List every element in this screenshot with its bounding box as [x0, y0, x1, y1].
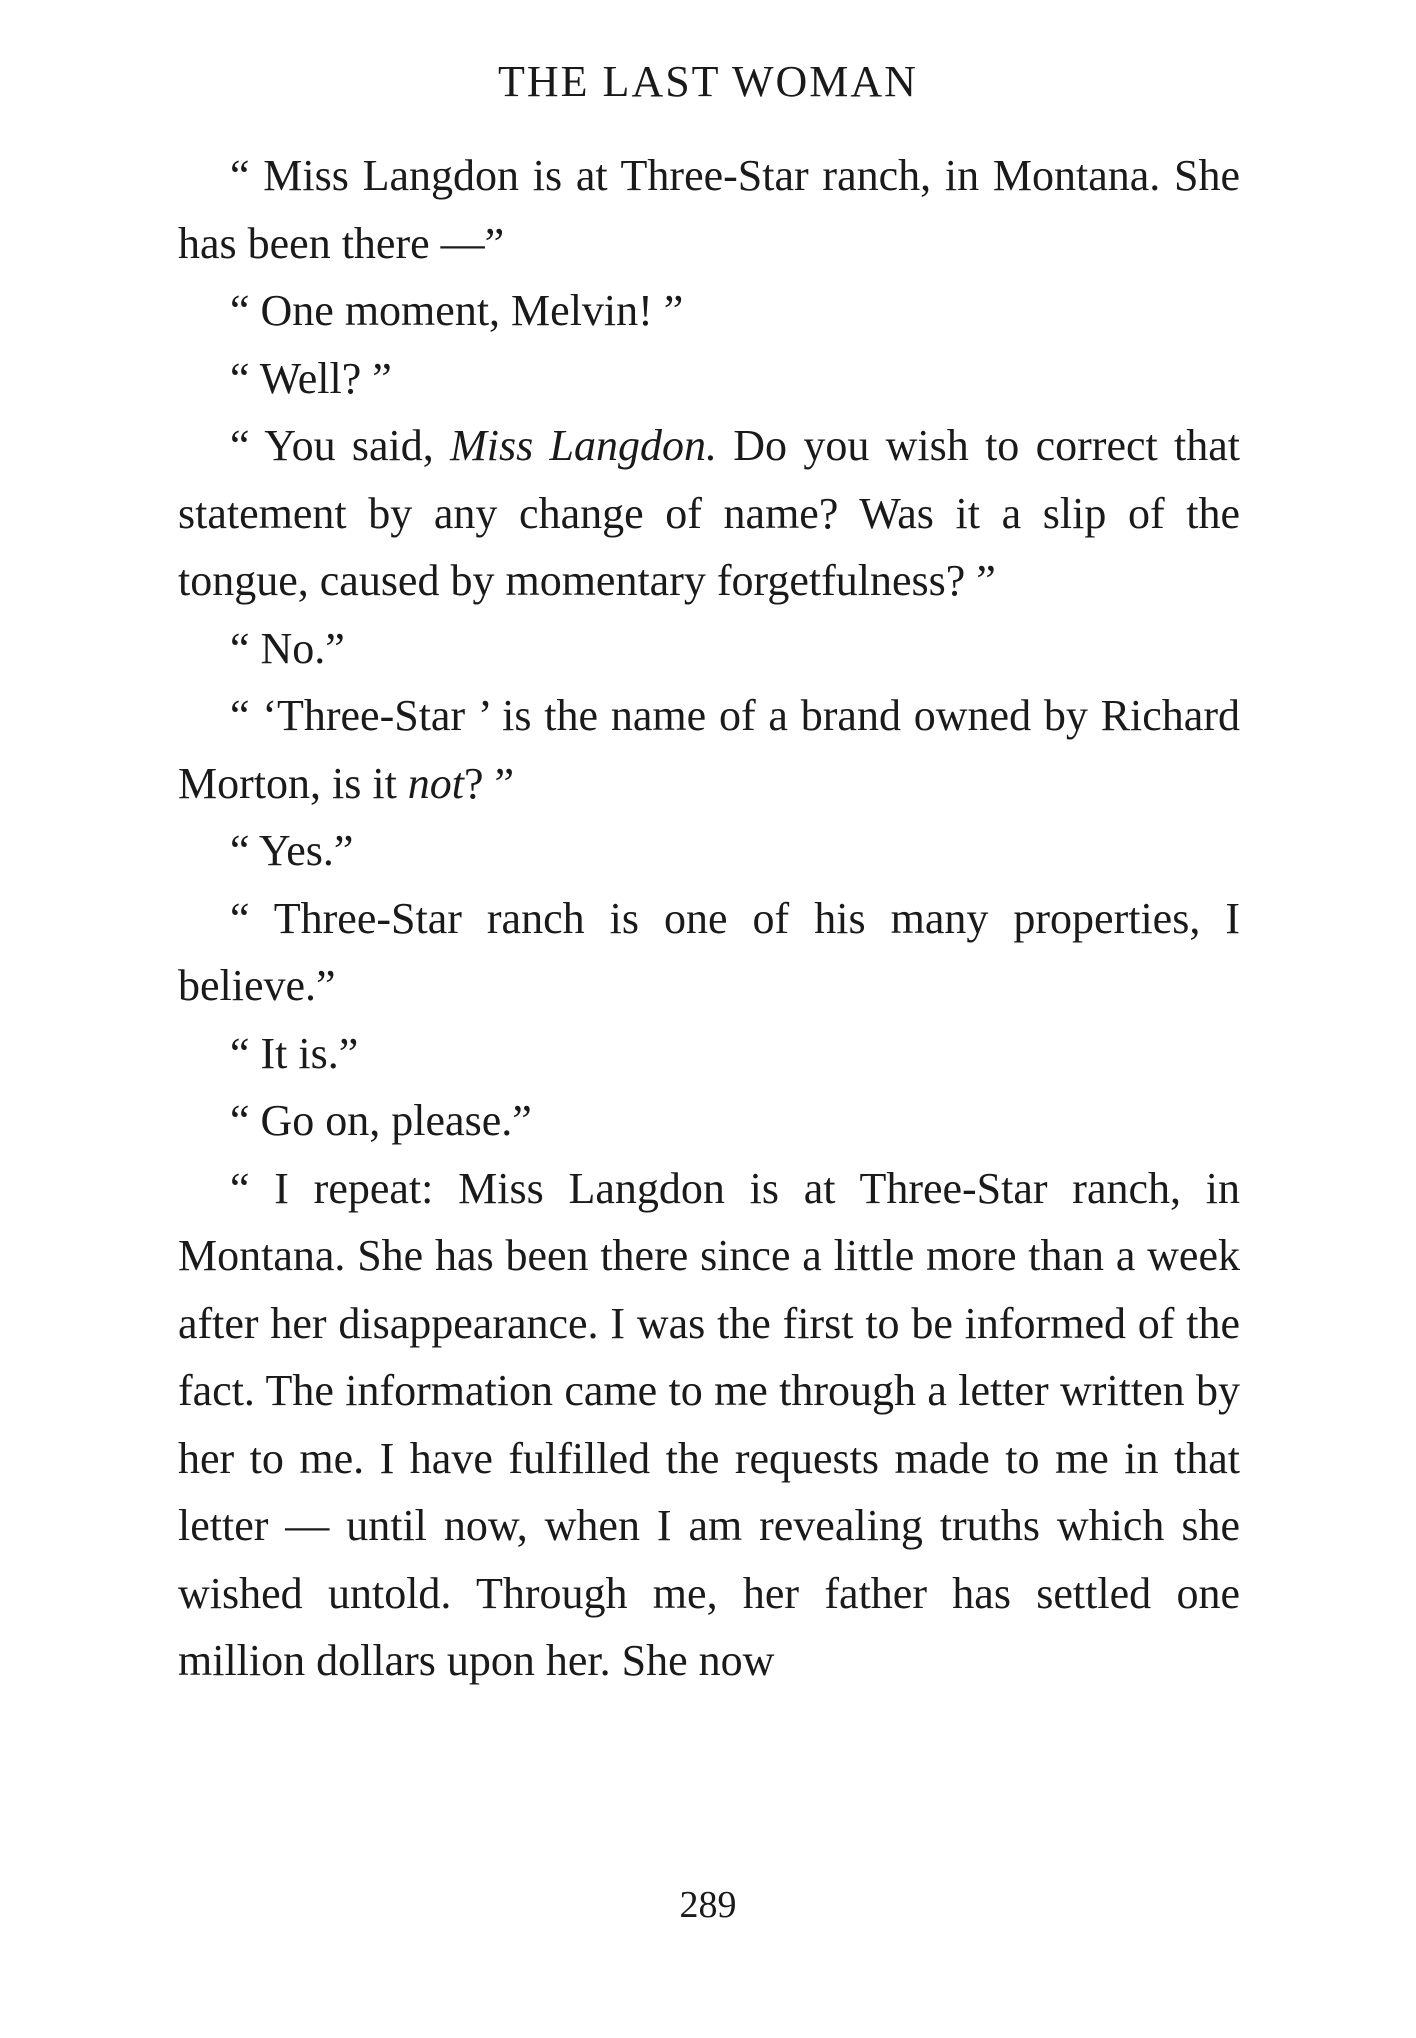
- paragraph: [178, 682, 1240, 817]
- body-text: [178, 142, 1240, 1695]
- running-title: THE LAST WOMAN: [498, 57, 918, 106]
- paragraph: “ Yes.”: [230, 826, 354, 875]
- paragraph: “ Well? ”: [230, 353, 392, 403]
- paragraph-text: Do you wish to correct that statement by any change of name? Was it a slip of the tongue, caused by momentary forgetfulness? ”: [178, 421, 1241, 605]
- paragraph: “ Three-Star ranch is one of his many properties, I believe.”: [178, 893, 1240, 1010]
- paragraph: “ No.”: [230, 623, 345, 673]
- paragraph-text: “ You said,: [230, 421, 451, 470]
- page-number: 289: [679, 1884, 737, 1926]
- paragraph-text: “ ‘Three-Star ’ is the name of a brand owned by Richard Morton, is it: [178, 691, 1240, 808]
- paragraph: “ I repeat: Miss Langdon is at Three-Star ranch, in Montana. She has been there since a little more than a week after her disappearance. I was the first to be informed of the fact. The information came to me through a letter written by her to me. I have fulfilled the requests made to me in that letter — until now, when I am revealing truths which she wished untold. Through me, her father has settled one million dollars upon her. She now: [178, 1163, 1240, 1685]
- paragraph: “ Miss Langdon is at Three-Star ranch, in Montana. She has been there —”: [178, 151, 1240, 268]
- paragraph-text: ? ”: [464, 758, 515, 808]
- paragraph: “ One moment, Melvin! ”: [230, 286, 684, 335]
- paragraph: “ Go on, please.”: [230, 1096, 532, 1145]
- paragraph: “ It is.”: [230, 1028, 359, 1078]
- italic-text: Miss Langdon.: [450, 421, 717, 470]
- italic-text: not: [407, 758, 465, 808]
- paragraph: [178, 412, 1240, 615]
